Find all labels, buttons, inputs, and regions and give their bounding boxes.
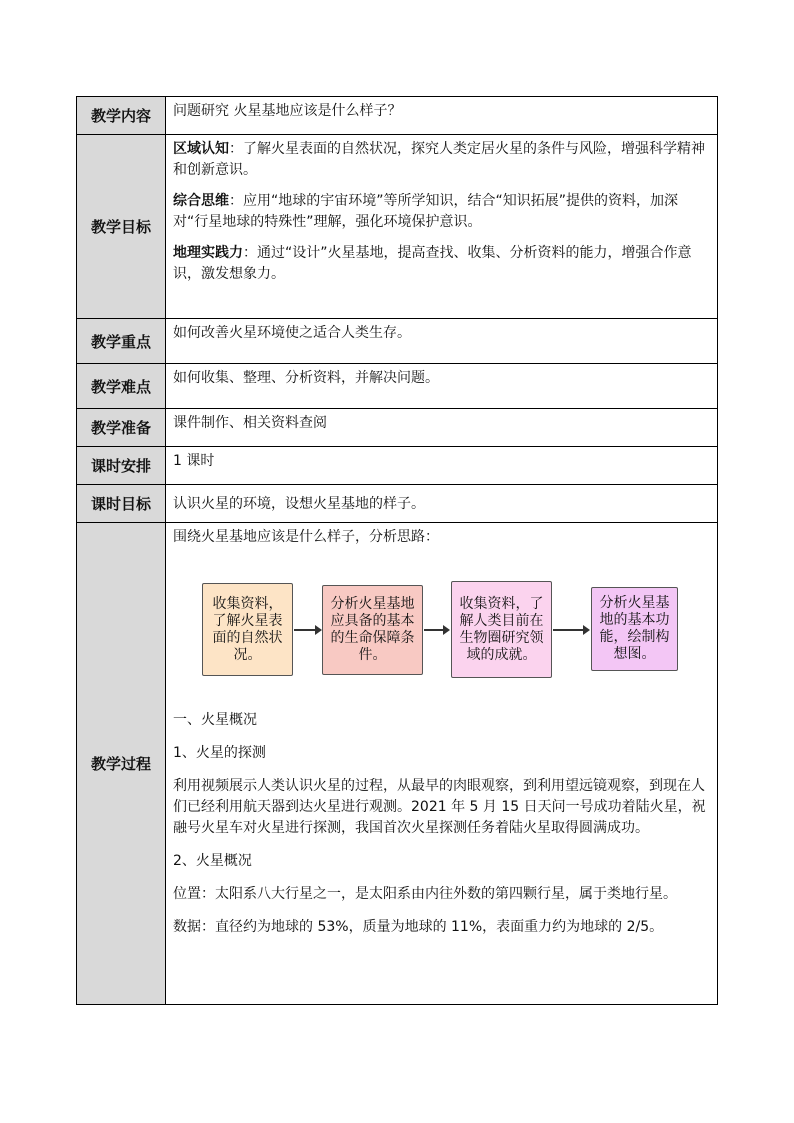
flow-arrow — [424, 629, 448, 631]
process-intro: 围绕火星基地应该是什么样子，分析思路： — [173, 529, 439, 545]
goal-item — [173, 243, 711, 285]
paragraph: 数据：直径约为地球的 53%，质量为地球的 11%，表面重力约为地球的 2/5。 — [173, 919, 664, 935]
subsection-heading: 1、火星的探测 — [173, 745, 266, 761]
row-label: 教学重点 — [77, 319, 166, 364]
flow-arrow — [553, 629, 588, 631]
row-label: 教学目标 — [77, 135, 166, 319]
section-heading: 一、火星概况 — [173, 712, 257, 728]
goal-text: ：了解火星表面的自然状况，探究人类定居火星的条件与风险，增强科学精神和创新意识。 — [173, 141, 705, 178]
row-value: 问题研究 火星基地应该是什么样子？ — [166, 97, 718, 135]
row-value: 1 课时 — [166, 447, 718, 485]
row-goals — [77, 135, 718, 319]
row-label: 课时目标 — [77, 485, 166, 523]
flow-diagram — [173, 568, 711, 696]
row-value: 认识火星的环境，设想火星基地的样子。 — [166, 485, 718, 523]
goal-text: ：通过“设计”火星基地，提高查找、收集、分析资料的能力，增强合作意识，激发想象力。 — [173, 245, 692, 282]
flow-step-1: 收集资料，了解火星表面的自然状况。 — [202, 583, 293, 676]
paragraph: 利用视频展示人类认识火星的过程，从最早的肉眼观察，到利用望远镜观察，到现在人们已经利用航天器到达火星进行观测。2021 年 5 月 15 日天问一号成功着陆火星，祝融号火星车对火星进行探测，我国首次火星探测任务着陆火星取得圆满成功。 — [173, 778, 706, 836]
paragraph: 位置：太阳系八大行星之一，是太阳系由内往外数的第四颗行星，属于类地行星。 — [173, 886, 677, 902]
row-process — [77, 523, 718, 1005]
row-key — [77, 319, 718, 364]
goal-item — [173, 191, 711, 233]
flow-step-2: 分析火星基地应具备的基本的生命保障条件。 — [322, 585, 423, 675]
row-label: 课时安排 — [77, 447, 166, 485]
row-schedule — [77, 447, 718, 485]
goal-text: ：应用“地球的宇宙环境”等所学知识，结合“知识拓展”提供的资料，加深对“行星地球的特殊性”理解，强化环境保护意识。 — [173, 193, 679, 230]
row-label: 教学难点 — [77, 364, 166, 409]
lesson-plan-table — [76, 96, 718, 1005]
row-content — [77, 97, 718, 135]
goal-item — [173, 139, 711, 181]
row-difficulty — [77, 364, 718, 409]
flow-step-4: 分析火星基地的基本功能，绘制构想图。 — [591, 587, 678, 671]
row-label: 教学准备 — [77, 409, 166, 447]
flow-step-3: 收集资料，了解人类目前在生物圈研究领域的成就。 — [451, 581, 552, 678]
flow-arrow — [294, 629, 320, 631]
goal-title: 区域认知 — [173, 141, 229, 157]
row-value: 如何改善火星环境使之适合人类生存。 — [166, 319, 718, 364]
row-label: 教学过程 — [77, 523, 166, 1005]
goal-title: 地理实践力 — [173, 245, 243, 261]
row-value: 课件制作、相关资料查阅 — [166, 409, 718, 447]
row-prep — [77, 409, 718, 447]
row-lesson-goal — [77, 485, 718, 523]
row-value: 如何收集、整理、分析资料，并解决问题。 — [166, 364, 718, 409]
row-label: 教学内容 — [77, 97, 166, 135]
process-cell — [166, 523, 718, 1005]
goal-title: 综合思维 — [173, 193, 229, 209]
goals-cell — [166, 135, 718, 319]
subsection-heading: 2、火星概况 — [173, 853, 252, 869]
